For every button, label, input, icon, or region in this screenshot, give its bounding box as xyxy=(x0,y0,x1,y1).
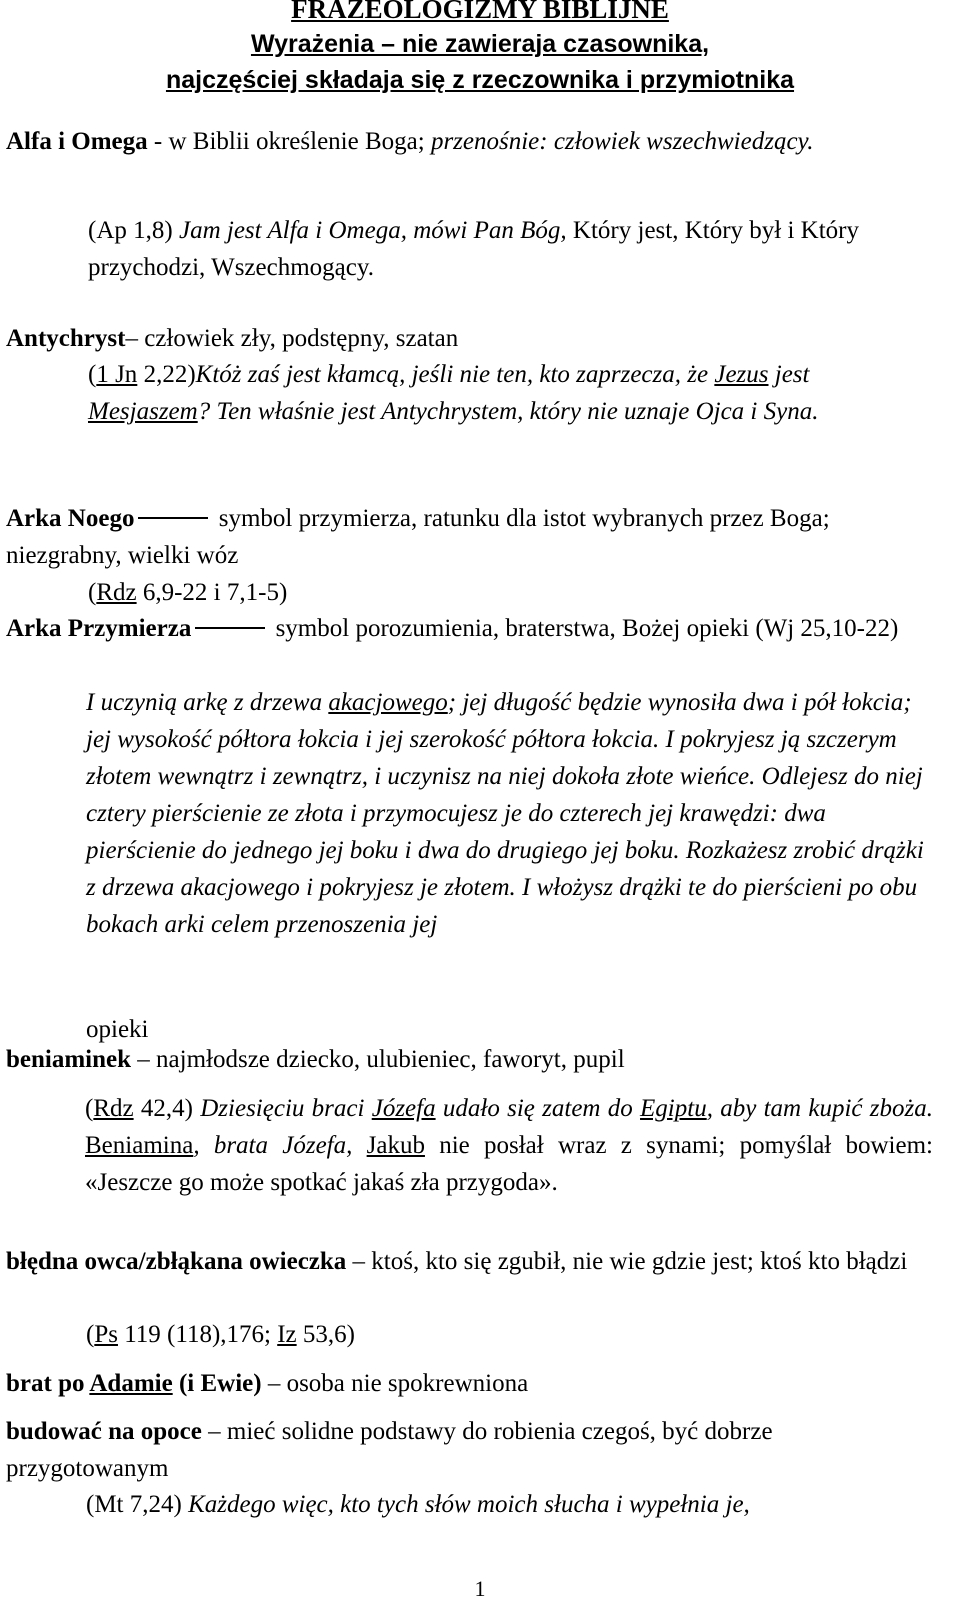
entry-term: Alfa i Omega xyxy=(6,128,148,155)
entry-term: Arka Noego xyxy=(6,505,135,532)
entry-beniaminek-definition: beniaminek – najmłodsze dziecko, ulubieniec, faworyt, pupil xyxy=(6,1046,625,1073)
entry-alfa-definition: Alfa i Omega - w Biblii określenie Boga; przenośnie: człowiek wszechwiedzący. xyxy=(6,128,814,155)
entry-arka-przymierza-definition: Arka Przymierza symbol porozumienia, braterstwa, Bożej opieki (Wj 25,10-22) xyxy=(6,615,899,642)
link-jakub[interactable]: Jakub xyxy=(366,1132,425,1159)
title-line-1: FRAZEOLOGIZMY BIBLIJNE xyxy=(291,0,669,24)
link-akacjowego[interactable]: akacjowego xyxy=(328,689,448,716)
ref-link-iz[interactable]: Iz xyxy=(277,1321,297,1348)
entry-beniaminek-quote: (Rdz 42,4) Dziesięciu braci Józefa udało się zatem do Egiptu, aby tam kupić zboża. Beniamina, brata Józefa, Jakub nie posłał wraz z synami; pomyślał bowiem: «Jeszcze go może spotkać jakaś zła przygoda». xyxy=(85,1095,934,1196)
entry-term: budować na opoce xyxy=(6,1418,202,1445)
link-mesjasz[interactable]: Mesjaszem xyxy=(88,398,198,425)
entry-arka-noego-definition: Arka Noego symbol przymierza, ratunku dla istot wybranych przez Boga; niezgrabny, wielki wóz xyxy=(6,505,830,569)
title-line-3: najczęściej składaja się z rzeczownika i przymiotnika xyxy=(165,66,795,94)
title-line-2: Wyrażenia – nie zawieraja czasownika, xyxy=(250,30,710,58)
entry-term: Arka Przymierza xyxy=(6,615,192,642)
entry-arka-przymierza-tail: opieki xyxy=(86,1016,149,1043)
link-adamie[interactable]: Adamie xyxy=(89,1370,173,1397)
ref-link-ps[interactable]: Ps xyxy=(94,1321,118,1348)
entry-alfa-quote: (Ap 1,8) Jam jest Alfa i Omega, mówi Pan Bóg, Który jest, Który był i Który przychodzi, Wszechmogący. xyxy=(88,217,860,281)
entry-bledna-owca-definition: błędna owca/zbłąkana owieczka – ktoś, kto się zgubił, nie wie gdzie jest; ktoś kto błądzi xyxy=(6,1248,908,1275)
entry-budowac-definition: budować na opoce – mieć solidne podstawy do robienia czegoś, być dobrze przygotowanym xyxy=(6,1418,773,1482)
entry-arka-przymierza-quote: I uczynią arkę z drzewa akacjowego; jej długość będzie wynosiła dwa i pół łokcia; jej wysokość półtora łokcia i jej szerokość półtora łokcia. I pokryjesz ją szczerym złotem wewnątrz i zewnątrz, i uczynisz na niej dokoła złote wieńce. Odlejesz do niej cztery pierścienie ze złota i przymocujesz je do czterech jej krawędzi: dwa pierścienie do jednego jej boku i dwa do drugiego jej boku. Rozkażesz zrobić drążki z drzewa akacjowego i pokryjesz je złotem. I włożysz drążki te do pierścieni po obu bokach arki celem przenoszenia jej xyxy=(86,689,924,938)
link-beniamina[interactable]: Beniamina xyxy=(85,1132,194,1159)
dash-line xyxy=(138,517,208,519)
link-jezus[interactable]: Jezus xyxy=(714,361,769,388)
ref-link-rdz[interactable]: Rdz xyxy=(96,579,137,606)
entry-term: beniaminek xyxy=(6,1046,132,1073)
entry-antychryst-definition: Antychryst– człowiek zły, podstępny, szatan xyxy=(6,325,459,352)
entry-arka-noego-ref: (Rdz 6,9-22 i 7,1-5) xyxy=(88,579,288,606)
entry-term: Antychryst xyxy=(6,325,126,352)
ref-link-1jn[interactable]: 1 Jn xyxy=(96,361,138,388)
ref-link-rdz[interactable]: Rdz xyxy=(93,1095,134,1122)
entry-antychryst-quote: (1 Jn 2,22)Któż zaś jest kłamcą, jeśli nie ten, kto zaprzecza, że Jezus jest Mesjaszem? Ten właśnie jest Antychrystem, który nie uznaje Ojca i Syna. xyxy=(88,361,819,425)
entry-budowac-quote: (Mt 7,24) Każdego więc, kto tych słów moich słucha i wypełnia je, xyxy=(86,1491,750,1518)
link-jozefa[interactable]: Józefa xyxy=(371,1095,436,1122)
page-number: 1 xyxy=(474,1576,486,1601)
dash-line xyxy=(195,627,265,629)
link-egiptu[interactable]: Egiptu xyxy=(640,1095,707,1122)
document-title xyxy=(0,0,960,98)
entry-brat-definition: brat po Adamie (i Ewie) – osoba nie spokrewniona xyxy=(6,1370,529,1397)
entry-term: błędna owca/zbłąkana owieczka xyxy=(6,1248,347,1275)
entry-bledna-owca-ref: (Ps 119 (118),176; Iz 53,6) xyxy=(86,1321,355,1348)
